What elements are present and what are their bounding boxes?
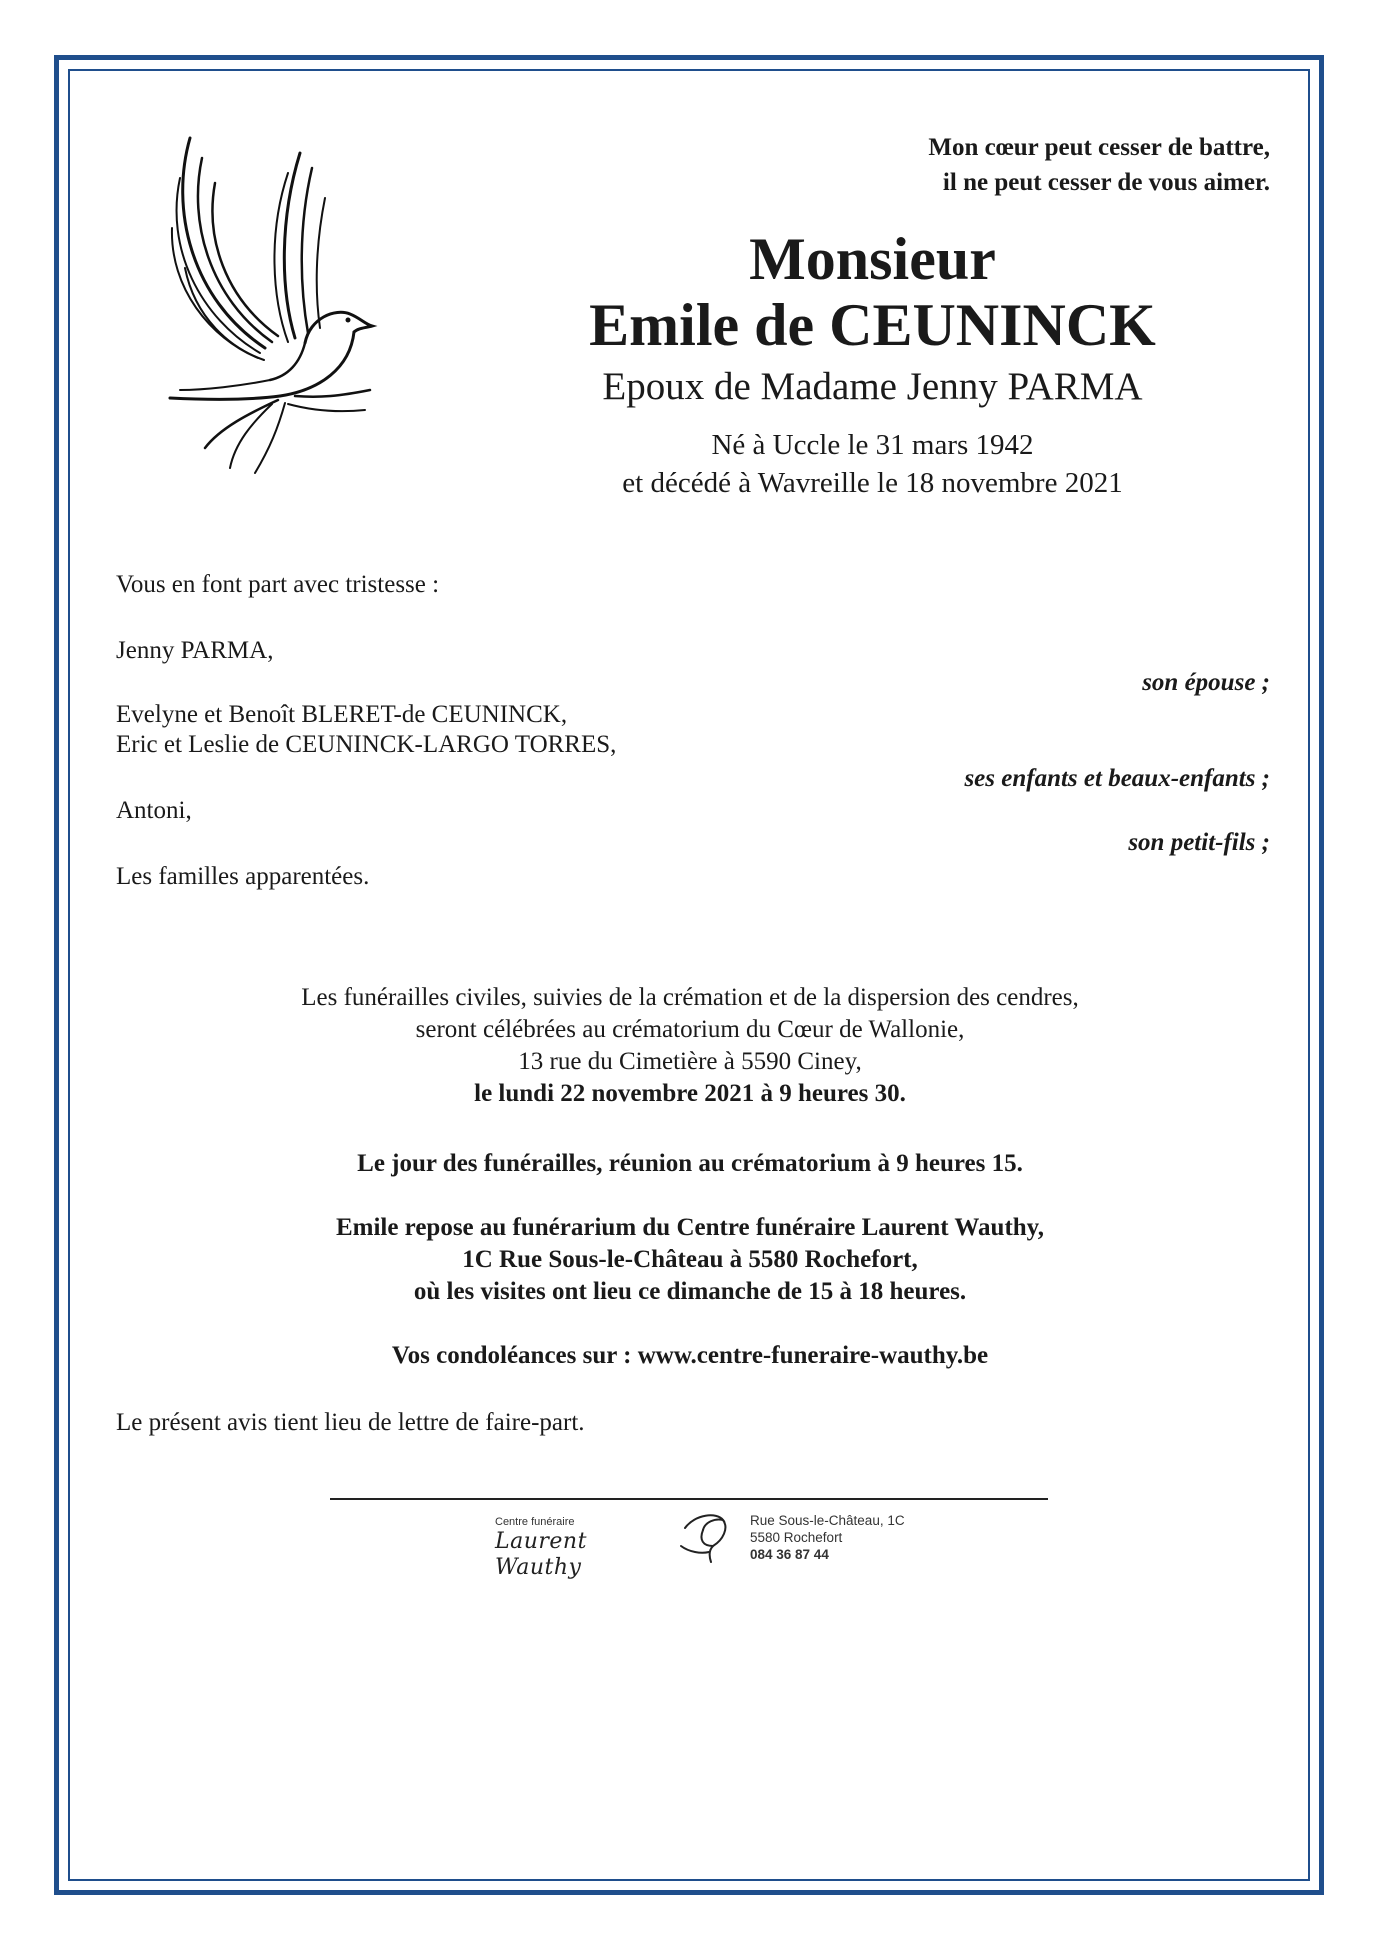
epitaph-quote [928,130,1270,200]
notice: Le présent avis tient lieu de lettre de faire-part. [116,1409,585,1436]
birth-line: Né à Uccle le 31 mars 1942 [711,429,1034,461]
calla-lily-icon [675,1506,737,1564]
repose-line-2: 1C Rue Sous-le-Château à 5580 Rochefort, [462,1246,918,1273]
family-role: son petit-fils ; [1128,829,1270,856]
condolences-link[interactable]: Vos condoléances sur : www.centre-funeraire-wauthy.be [391,1342,989,1369]
logo-phone: 084 36 87 44 [750,1547,829,1562]
funeral-home-logo [495,1500,935,1580]
family-member: Jenny PARMA, [116,637,274,664]
logo-name: Laurent Wauthy [495,1529,587,1580]
ceremony-line-2: seront célébrées au crématorium du Cœur de Wallonie, [415,1016,965,1043]
honorific: Monsieur [749,226,996,292]
repose-line-1: Emile repose au funérarium du Centre funéraire Laurent Wauthy, [335,1214,1045,1241]
logo-address-1: Rue Sous-le-Château, 1C [750,1513,905,1528]
announcement-closing: Les familles apparentées. [116,863,370,890]
spouse-line: Epoux de Madame Jenny PARMA [602,365,1143,408]
family-member: Eric et Leslie de CEUNINCK-LARGO TORRES, [116,731,617,758]
death-line: et décédé à Wavreille le 18 novembre 2021 [622,467,1123,499]
repose-line-3: où les visites ont lieu ce dimanche de 15 à 18 heures. [413,1278,967,1305]
family-member: Antoni, [116,797,192,824]
life-dates [560,426,1185,502]
ceremony-datetime: le lundi 22 novembre 2021 à 9 heures 30. [474,1080,906,1107]
deceased-title [560,226,1185,358]
family-role: son épouse ; [1142,669,1270,696]
repose-info [150,1212,1230,1308]
logo-address-2: 5580 Rochefort [750,1530,843,1545]
ceremony-details [150,982,1230,1110]
quote-line-1: Mon cœur peut cesser de battre, [928,134,1270,161]
family-role: ses enfants et beaux-enfants ; [964,765,1270,792]
family-member: Evelyne et Benoît BLERET-de CEUNINCK, [116,701,568,728]
quote-line-2: il ne peut cesser de vous aimer. [942,169,1270,196]
deceased-name: Emile de CEUNINCK [589,292,1156,358]
dove-icon [160,128,410,480]
announcement-intro: Vous en font part avec tristesse : [116,571,440,598]
meeting-info: Le jour des funérailles, réunion au crématorium à 9 heures 15. [357,1150,1023,1177]
ceremony-line-3: 13 rue du Cimetière à 5590 Ciney, [518,1048,862,1075]
ceremony-line-1: Les funérailles civiles, suivies de la crémation et de la dispersion des cendres, [301,984,1079,1011]
logo-label: Centre funéraire [495,1516,575,1528]
